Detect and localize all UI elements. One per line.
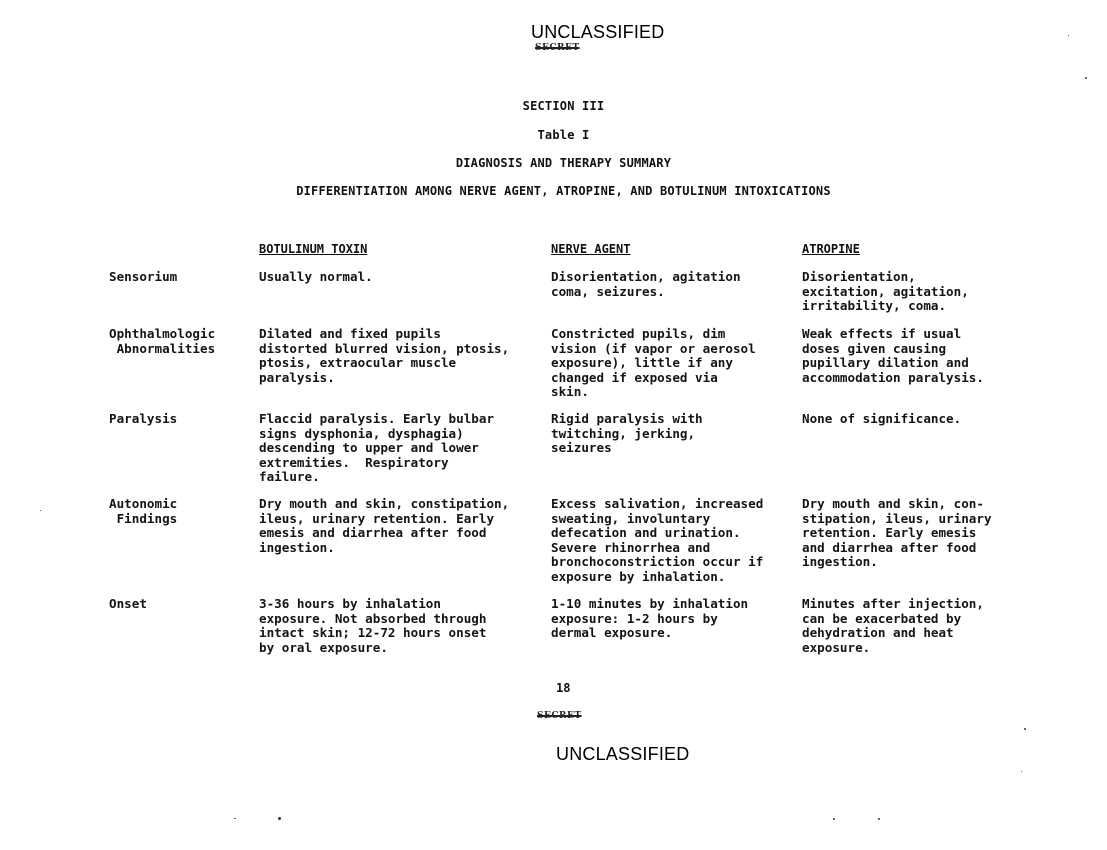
table-title: DIAGNOSIS AND THERAPY SUMMARY xyxy=(455,156,672,170)
sensorium-atropine-cell: Disorientation, excitation, agitation, irritability, coma. xyxy=(802,269,969,313)
autonomic-atropine-cell: Dry mouth and skin, con- stipation, ileus, urinary retention. Early emesis and diarrhea after food ingestion. xyxy=(802,496,992,569)
page-number: 18 xyxy=(556,681,571,695)
onset-botulinum-cell: 3-36 hours by inhalation exposure. Not absorbed through intact skin; 12-72 hours onset by oral exposure. xyxy=(259,596,487,655)
autonomic-botulinum-cell: Dry mouth and skin, constipation, ileus, urinary retention. Early emesis and diarrhea after food ingestion. xyxy=(259,496,510,555)
scan-speck xyxy=(1068,35,1069,36)
scan-speck xyxy=(1024,728,1026,730)
bottom-classification-marking: UNCLASSIFIED xyxy=(556,744,690,764)
row-label-onset: Onset xyxy=(109,596,147,611)
ophthalmologic-botulinum-cell: Dilated and fixed pupils distorted blurred vision, ptosis, ptosis, extraocular muscle paralysis. xyxy=(259,326,510,385)
section-heading: SECTION III xyxy=(522,99,605,113)
column-header-botulinum: BOTULINUM TOXIN xyxy=(259,242,368,256)
table-heading: Table I xyxy=(537,128,590,142)
onset-atropine-cell: Minutes after injection, can be exacerbated by dehydration and heat exposure. xyxy=(802,596,984,655)
scan-speck xyxy=(1021,771,1022,772)
column-header-atropine: ATROPINE xyxy=(802,242,860,256)
scan-speck xyxy=(1085,77,1087,79)
row-label-autonomic: Autonomic Findings xyxy=(109,496,178,526)
column-header-nerve-agent: NERVE AGENT xyxy=(551,242,631,256)
bottom-struck-marking: SECRET xyxy=(537,711,582,721)
scan-speck xyxy=(833,818,835,820)
onset-nerve-agent-cell: 1-10 minutes by inhalation exposure: 1-2 hours by dermal exposure. xyxy=(551,596,749,640)
row-label-paralysis: Paralysis xyxy=(109,411,178,426)
table-subtitle: DIFFERENTIATION AMONG NERVE AGENT, ATROPINE, AND BOTULINUM INTOXICATIONS xyxy=(296,184,831,198)
paralysis-botulinum-cell: Flaccid paralysis. Early bulbar signs dysphonia, dysphagia) descending to upper and lower extremities. Respiratory failure. xyxy=(259,411,495,484)
ophthalmologic-atropine-cell: Weak effects if usual doses given causing pupillary dilation and accommodation paralysis. xyxy=(802,326,984,385)
scan-speck xyxy=(278,817,281,820)
ophthalmologic-nerve-agent-cell: Constricted pupils, dim vision (if vapor or aerosol exposure), little if any changed if exposed via skin. xyxy=(551,326,756,399)
row-label-ophthalmologic: Ophthalmologic Abnormalities xyxy=(109,326,216,356)
paralysis-atropine-cell: None of significance. xyxy=(802,411,962,426)
scan-speck xyxy=(234,818,236,819)
paralysis-nerve-agent-cell: Rigid paralysis with twitching, jerking, seizures xyxy=(551,411,703,455)
scan-speck xyxy=(40,510,41,511)
autonomic-nerve-agent-cell: Excess salivation, increased sweating, involuntary defecation and urination. Severe rhinorrhea and bronchoconstriction occur if exposure by inhalation. xyxy=(551,496,764,584)
sensorium-nerve-agent-cell: Disorientation, agitation coma, seizures. xyxy=(551,269,741,299)
top-classification-marking: UNCLASSIFIED xyxy=(531,22,665,42)
row-label-sensorium: Sensorium xyxy=(109,269,178,284)
sensorium-botulinum-cell: Usually normal. xyxy=(259,269,373,284)
scan-speck xyxy=(878,818,880,820)
top-struck-marking: SECRET xyxy=(535,43,580,53)
